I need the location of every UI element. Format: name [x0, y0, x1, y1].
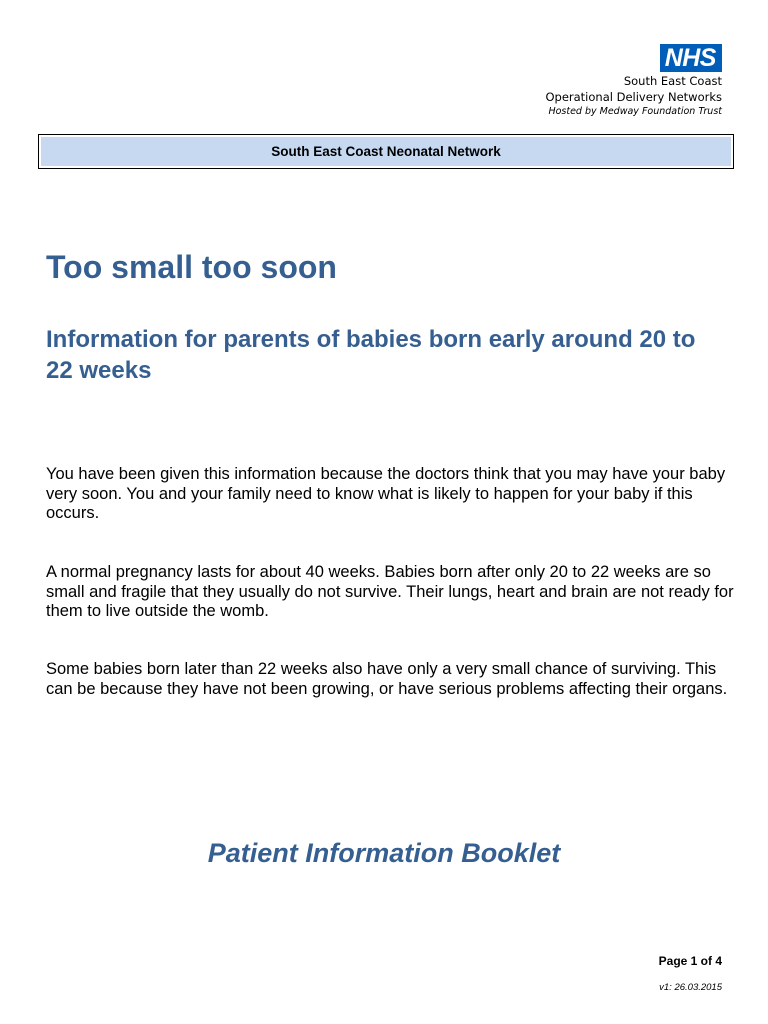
- page-number: Page 1 of 4: [658, 954, 722, 968]
- nhs-header: [462, 44, 722, 119]
- network-banner: [38, 134, 734, 169]
- booklet-title: Patient Information Booklet: [207, 838, 561, 868]
- paragraph-later-births: Some babies born later than 22 weeks also have only a very small chance of surviving. This can be because they have not been growing, or have serious problems affecting their organs.: [46, 660, 728, 698]
- version-label: v1: 26.03.2015: [659, 982, 722, 993]
- network-banner-label: South East Coast Neonatal Network: [41, 137, 731, 166]
- document-subtitle: Information for parents of babies born early around 20 to 22 weeks: [46, 326, 696, 384]
- hosted-by-text: Hosted by Medway Foundation Trust: [548, 106, 722, 117]
- paragraph-intro: You have been given this information because the doctors think that you may have your baby very soon. You and your family need to know what is likely to happen for your baby if this occurs.: [46, 465, 726, 522]
- org-name-line-2: Operational Delivery Networks: [545, 90, 722, 104]
- document-title: Too small too soon: [46, 249, 337, 285]
- nhs-logo: NHS: [660, 44, 722, 72]
- paragraph-pregnancy-length: A normal pregnancy lasts for about 40 weeks. Babies born after only 20 to 22 weeks are so small and fragile that they usually do not survive. Their lungs, heart and brain are not ready for them to live outside the womb.: [46, 563, 734, 620]
- org-name-line-1: South East Coast: [623, 74, 722, 88]
